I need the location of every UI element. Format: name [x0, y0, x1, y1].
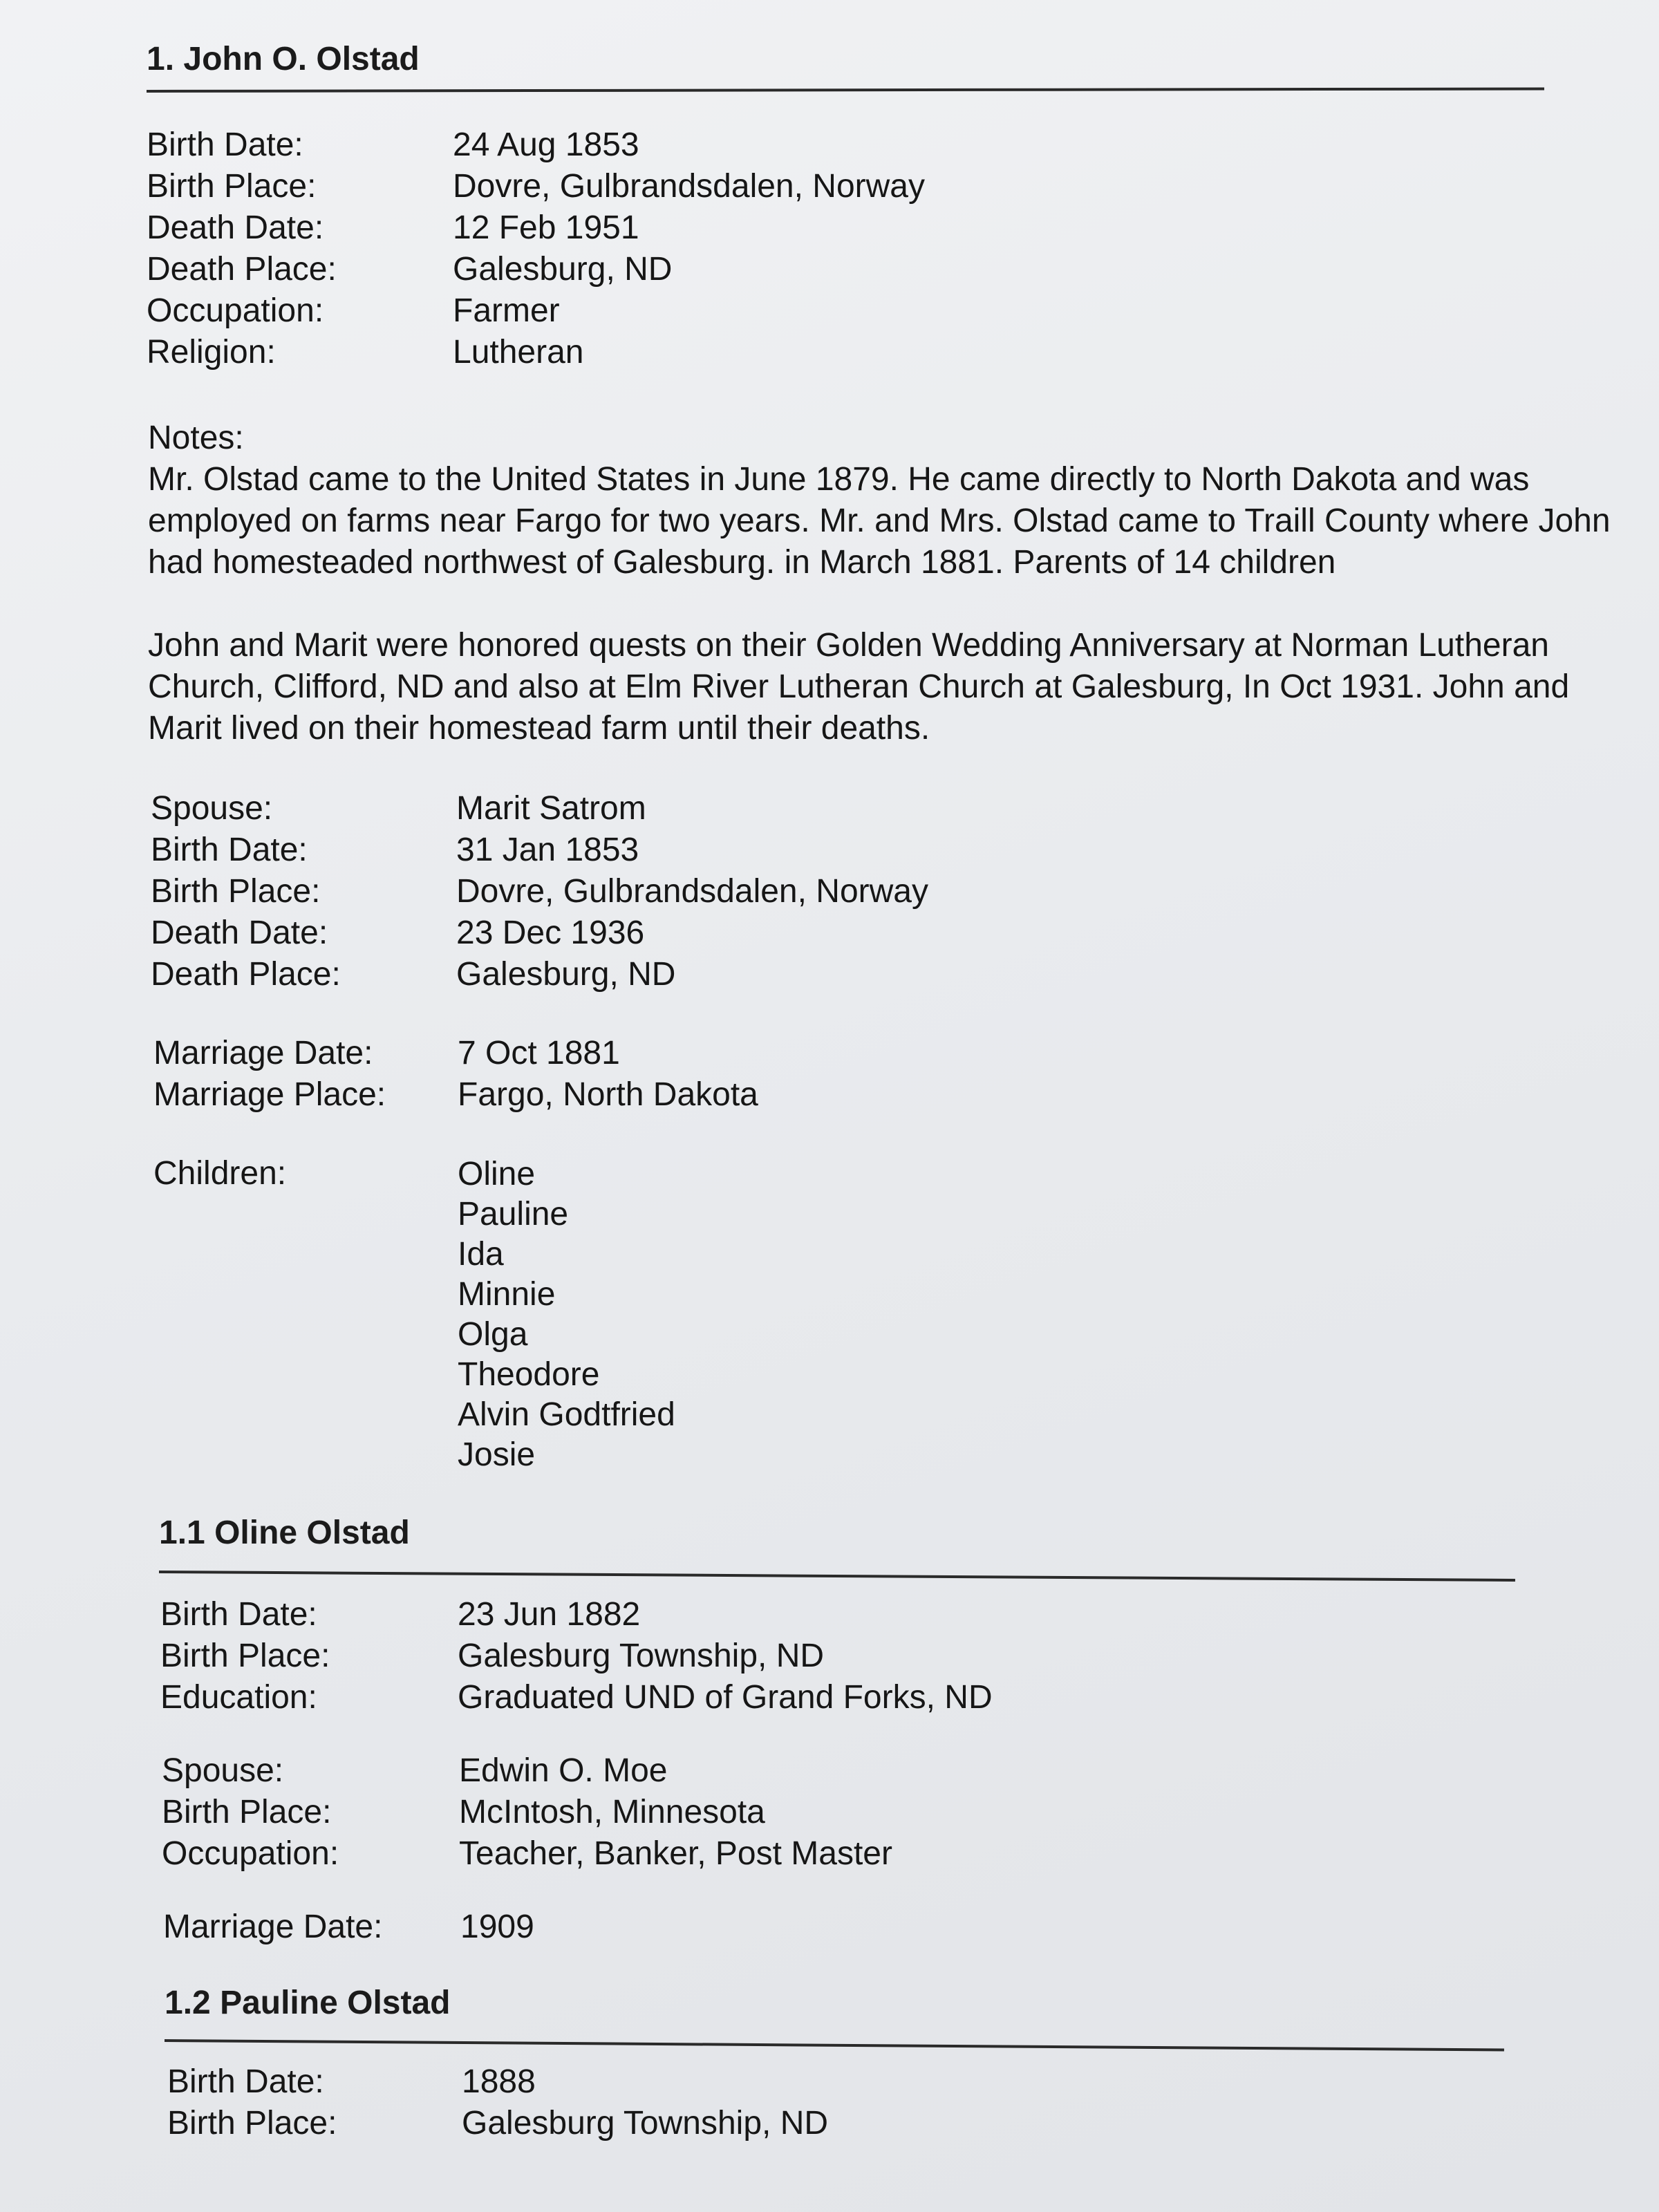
field-row [0, 1635, 1659, 1677]
child-name: Pauline [458, 1196, 569, 1232]
child-name: Ida [458, 1236, 504, 1273]
field-value: Dovre, Gulbrandsdalen, Norway [456, 873, 928, 910]
oline-spouse-fields [0, 1750, 1659, 1875]
section-heading-oline: 1.1 Oline Olstad [159, 1515, 410, 1551]
pauline-fields [0, 2061, 1659, 2144]
field-label: Marriage Date: [153, 1035, 373, 1071]
field-label: Birth Date: [147, 126, 303, 163]
field-label: Birth Place: [147, 168, 317, 205]
field-label: Death Date: [147, 209, 324, 246]
field-label: Birth Date: [160, 1596, 317, 1633]
field-value: 1888 [462, 2063, 536, 2100]
field-label: Spouse: [151, 790, 273, 827]
field-row [0, 788, 1659, 830]
field-label: Birth Date: [167, 2063, 324, 2100]
field-row [0, 1594, 1659, 1635]
field-row [0, 249, 1659, 290]
field-row [0, 830, 1659, 871]
field-value: Galesburg Township, ND [462, 2105, 829, 2141]
oline-fields [0, 1594, 1659, 1718]
field-row [0, 1792, 1659, 1833]
field-value: McIntosh, Minnesota [459, 1794, 765, 1830]
child-name: Minnie [458, 1276, 556, 1313]
field-row [0, 1033, 1659, 1074]
field-label: Birth Place: [160, 1638, 330, 1674]
field-label: Religion: [147, 334, 276, 371]
field-label: Marriage Place: [153, 1076, 386, 1113]
field-row [0, 1074, 1659, 1116]
section-heading-pauline: 1.2 Pauline Olstad [165, 1985, 451, 2021]
field-row [0, 332, 1659, 373]
child-name: Josie [458, 1436, 536, 1473]
field-row [0, 290, 1659, 332]
notes-label: Notes: [148, 420, 244, 456]
field-row [0, 871, 1659, 912]
field-value: 23 Jun 1882 [458, 1596, 641, 1633]
child-name: Alvin Godtfried [458, 1396, 675, 1433]
field-value: Teacher, Banker, Post Master [459, 1835, 892, 1872]
field-label: Birth Place: [162, 1794, 332, 1830]
field-row [0, 954, 1659, 995]
field-value: Fargo, North Dakota [458, 1076, 758, 1113]
spouse-fields [0, 788, 1659, 995]
child-name: Theodore [458, 1356, 600, 1393]
field-value: 24 Aug 1853 [453, 126, 639, 163]
field-label: Birth Date: [151, 832, 308, 868]
child-name: Olga [458, 1316, 528, 1353]
field-value: Edwin O. Moe [459, 1752, 668, 1789]
field-value: 31 Jan 1853 [456, 832, 639, 868]
person-fields [0, 124, 1659, 373]
field-label: Education: [160, 1679, 317, 1716]
field-row [0, 1750, 1659, 1792]
field-label: Occupation: [147, 292, 324, 329]
field-label: Occupation: [162, 1835, 339, 1872]
heading-rule [159, 1571, 1515, 1582]
field-value: Galesburg Township, ND [458, 1638, 825, 1674]
field-label: Marriage Date: [163, 1909, 383, 1945]
field-label: Death Date: [151, 915, 328, 951]
marriage-fields [0, 1033, 1659, 1116]
field-row [0, 1153, 1659, 1194]
notes-block [148, 418, 1634, 749]
section-heading-john: 1. John O. Olstad [147, 41, 420, 77]
children-list [458, 1154, 675, 1475]
field-value: Graduated UND of Grand Forks, ND [458, 1679, 993, 1716]
field-row [0, 1906, 1659, 1948]
field-label: Spouse: [162, 1752, 284, 1789]
field-row [0, 207, 1659, 249]
field-label: Death Place: [147, 251, 337, 288]
field-row [0, 1677, 1659, 1718]
field-label: Birth Place: [167, 2105, 337, 2141]
field-value: Dovre, Gulbrandsdalen, Norway [453, 168, 925, 205]
children-fields [0, 1153, 1659, 1194]
notes-paragraph: John and Marit were honored quests on their Golden Wedding Anniversary at Norman Lutheran Church, Clifford, ND and also at Elm River Lutheran Church at Galesburg, In Oct 1931. John and Marit lived on their homestead farm until their deaths. [148, 627, 1570, 747]
field-row [0, 912, 1659, 954]
field-row [0, 124, 1659, 166]
field-value: 7 Oct 1881 [458, 1035, 620, 1071]
oline-marriage-fields [0, 1906, 1659, 1948]
field-value: Lutheran [453, 334, 584, 371]
child-name: Oline [458, 1156, 536, 1192]
field-value: Marit Satrom [456, 790, 646, 827]
field-row [0, 2103, 1659, 2144]
field-label: Death Place: [151, 956, 341, 993]
field-value: Galesburg, ND [453, 251, 673, 288]
field-row [0, 166, 1659, 207]
field-row [0, 2061, 1659, 2103]
field-value: 12 Feb 1951 [453, 209, 639, 246]
field-value: Galesburg, ND [456, 956, 676, 993]
heading-rule [147, 87, 1544, 93]
field-row [0, 1833, 1659, 1875]
children-label: Children: [153, 1155, 287, 1192]
field-label: Birth Place: [151, 873, 321, 910]
notes-paragraph: Mr. Olstad came to the United States in June 1879. He came directly to North Dakota and was employed on farms near Fargo for two years. Mr. and Mrs. Olstad came to Traill County where John had homesteaded northwest of Galesburg. in March 1881. Parents of 14 children [148, 461, 1611, 581]
field-value: Farmer [453, 292, 560, 329]
field-value: 1909 [460, 1909, 534, 1945]
heading-rule [165, 2039, 1504, 2052]
field-value: 23 Dec 1936 [456, 915, 645, 951]
